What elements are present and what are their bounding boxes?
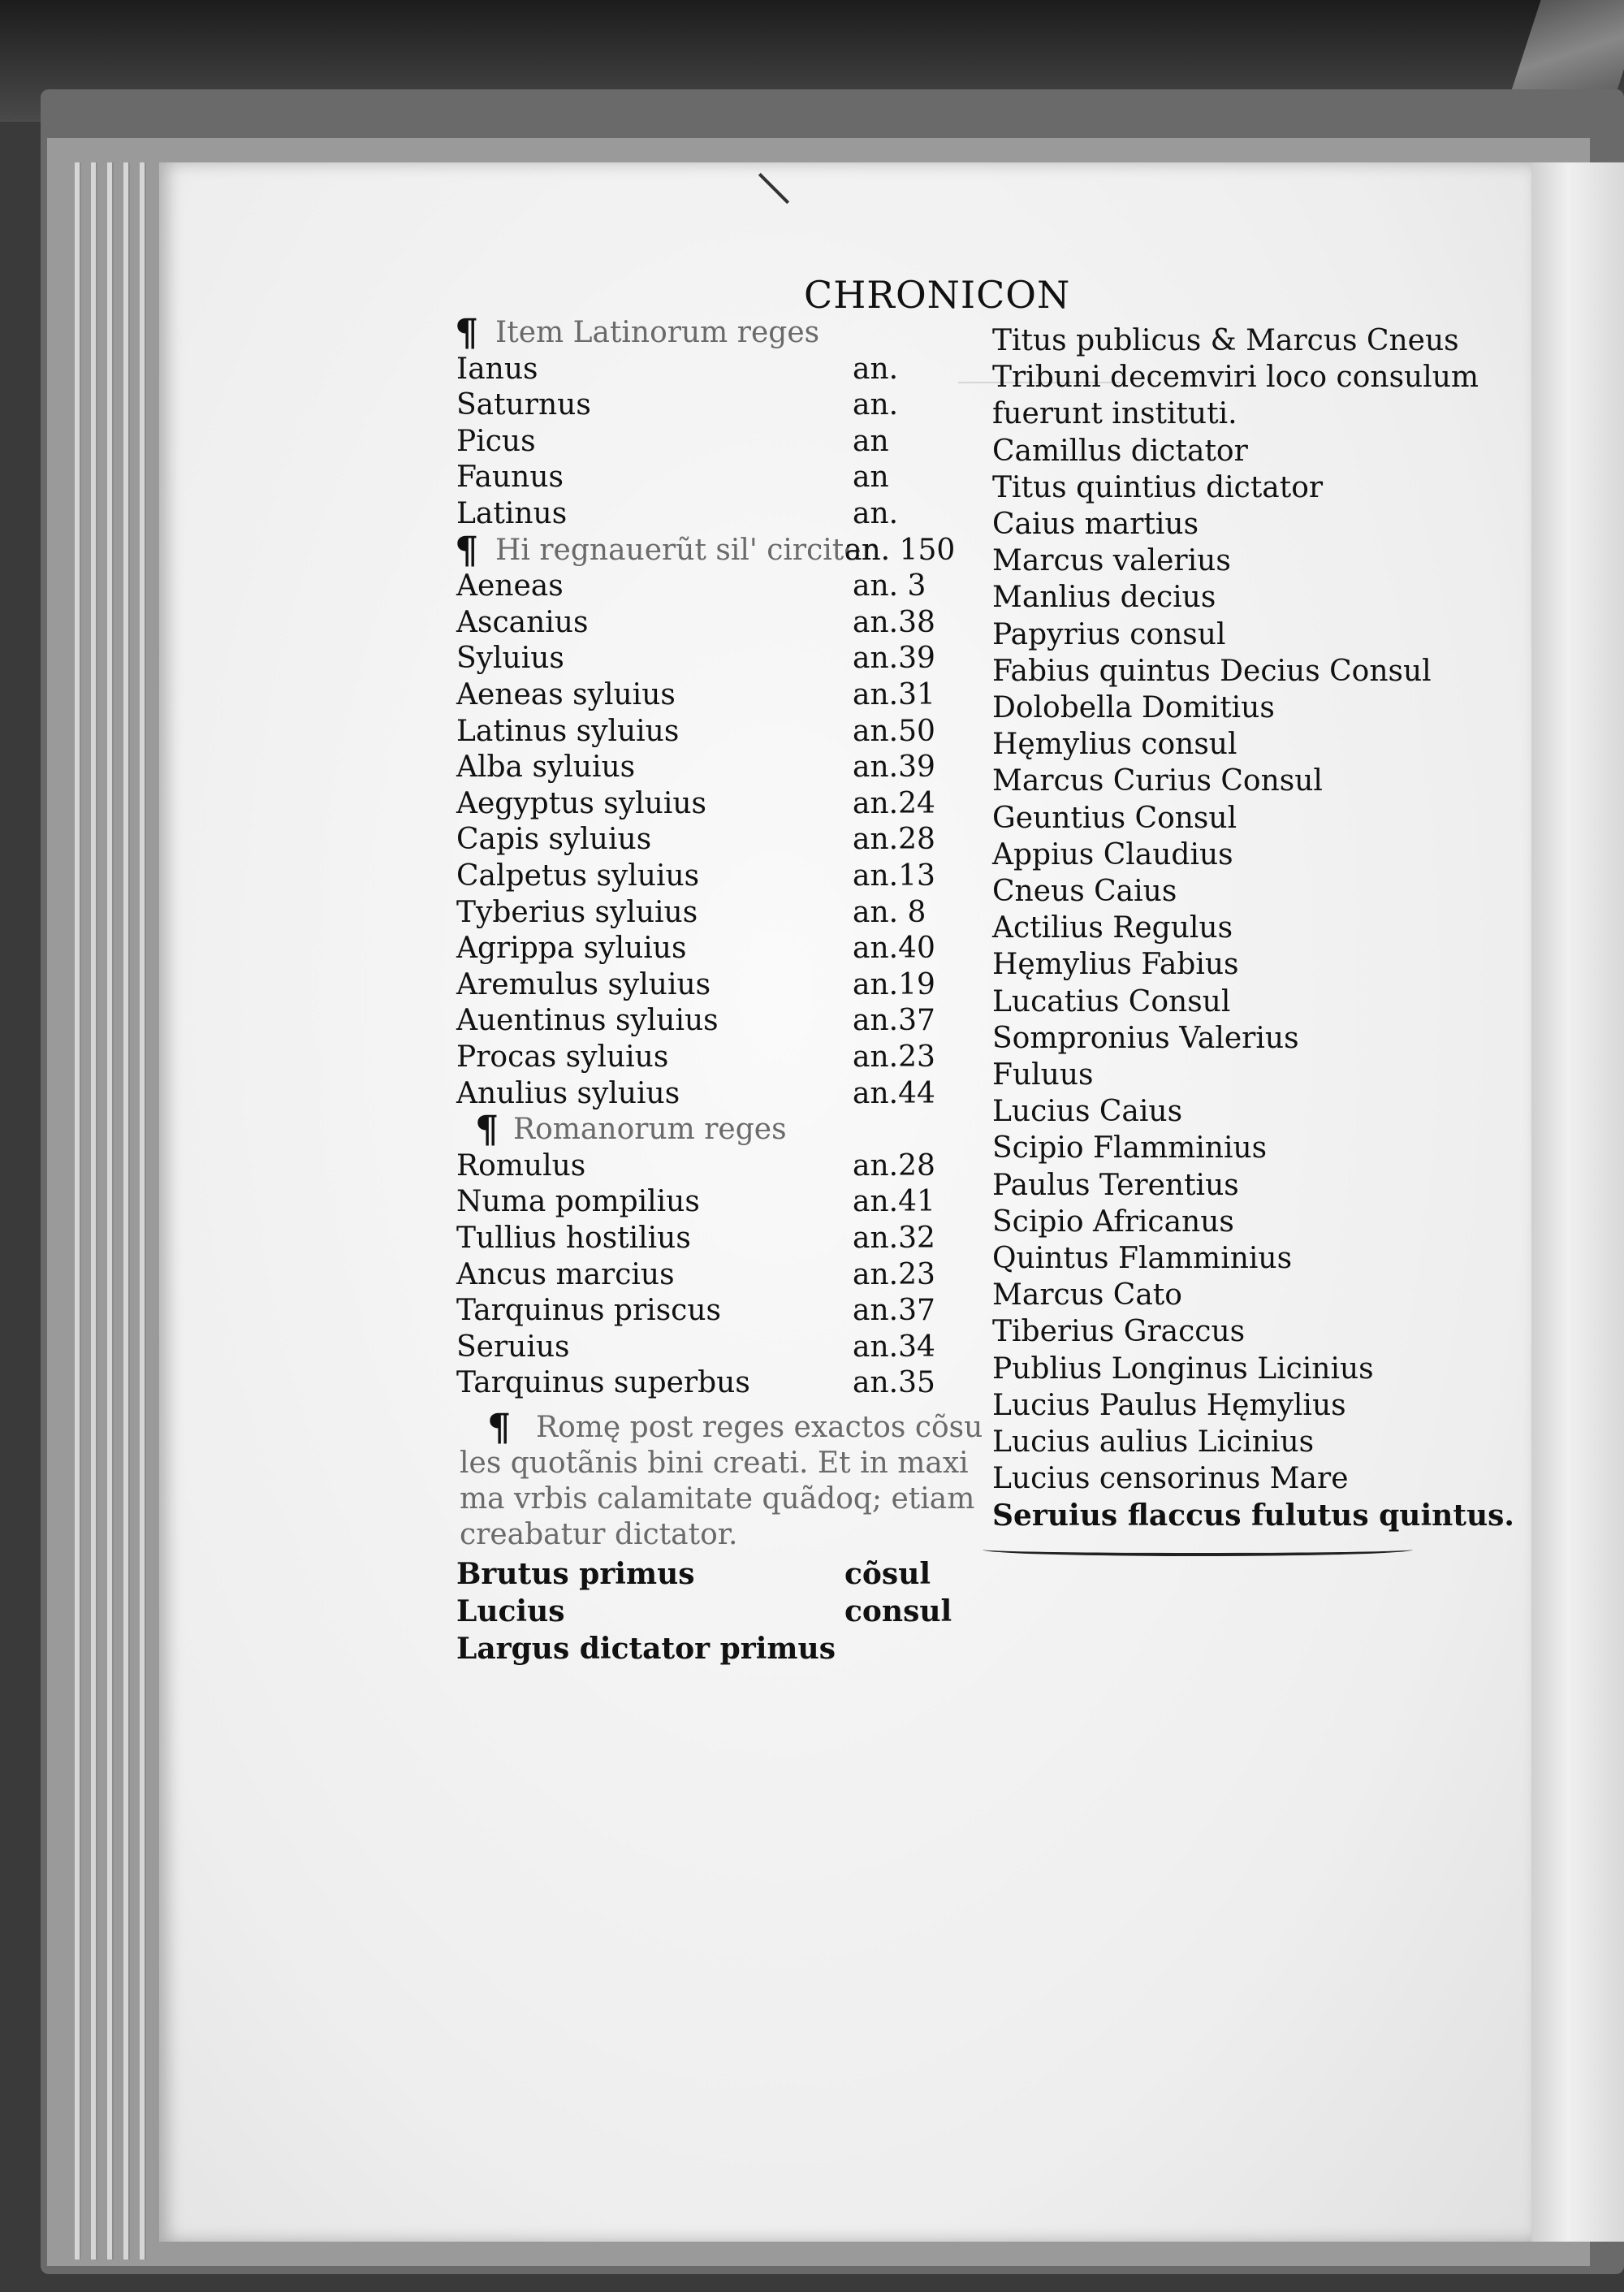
magistrate-entry: Titus publicus & Marcus Cneus <box>992 324 1459 357</box>
king-name: Tullius hostilius <box>456 1222 691 1255</box>
page-edge-line <box>140 162 146 2260</box>
reign-value: an.13 <box>853 859 935 893</box>
reign-value: an.24 <box>853 786 935 820</box>
magistrate-entry: Marcus Curius Consul <box>992 764 1323 798</box>
king-name: Faunus <box>456 461 564 495</box>
magistrate-entry: Tribuni decemviri loco consulum <box>992 361 1479 395</box>
rubric-heading: Hi regnauerũt sil' circiter <box>495 533 875 567</box>
magistrate-entry: Seruius flaccus fulutus quintus. <box>992 1498 1514 1533</box>
magistrate-entry: Manlius decius <box>992 581 1216 615</box>
magistrate-entry: Camillus dictator <box>992 434 1248 468</box>
king-name: Seruius <box>456 1330 570 1364</box>
magistrate-entry: Hęmylius consul <box>992 728 1237 762</box>
rubric-mark: ¶ <box>455 310 479 354</box>
magistrate-entry: Paulus Terentius <box>992 1168 1239 1202</box>
king-name: Latinus syluius <box>456 714 680 748</box>
page-edge-line <box>107 162 114 2260</box>
king-name: Tarquinus priscus <box>456 1294 721 1328</box>
paragraph-line: ma vrbis calamitate quãdoq; etiam <box>460 1482 975 1516</box>
rubric-heading: Item Latinorum reges <box>495 316 820 349</box>
magistrate-entry: Actilius Regulus <box>992 911 1233 945</box>
office-value: consul <box>844 1594 952 1628</box>
king-name: Saturnus <box>456 388 591 422</box>
page-edge-line <box>123 162 130 2260</box>
page-edge-line <box>75 162 81 2260</box>
reign-value: an <box>853 461 889 495</box>
reign-value: an.37 <box>853 1294 935 1328</box>
paragraph-line: les quotãnis bini creati. Et in maxi <box>460 1447 969 1480</box>
magistrate-entry: Quintus Flamminius <box>992 1242 1293 1275</box>
reign-value: an.41 <box>853 1185 935 1219</box>
magistrate-entry: fuerunt instituti. <box>992 397 1237 431</box>
king-name: Tyberius syluius <box>456 895 698 929</box>
reign-value: an <box>853 424 889 458</box>
page-edge-line <box>91 162 97 2260</box>
reign-value: an.38 <box>853 605 935 639</box>
magistrate-entry: Fuluus <box>992 1058 1094 1092</box>
king-name: Agrippa syluius <box>456 932 687 966</box>
reign-value: an. 8 <box>853 895 926 929</box>
paragraph-line: Romę post reges exactos cõsu <box>536 1411 983 1444</box>
king-name: Capis syluius <box>456 823 652 857</box>
king-name: Auentinus syluius <box>456 1004 719 1038</box>
king-name: Alba syluius <box>456 750 636 785</box>
magistrate-entry: Lucius censorinus Mare <box>992 1462 1349 1496</box>
king-name: Tarquinus superbus <box>456 1366 750 1400</box>
magistrate-entry: Titus quintius dictator <box>992 470 1324 504</box>
reign-value: an.37 <box>853 1004 935 1038</box>
magistrate-entry: Hęmylius Fabius <box>992 948 1239 982</box>
magistrate-entry: Publius Longinus Licinius <box>992 1351 1374 1386</box>
king-name: Procas syluius <box>456 1040 669 1074</box>
reign-value: an.39 <box>853 750 935 785</box>
rubric-mark: ¶ <box>455 527 479 572</box>
king-name: Numa pompilius <box>456 1185 700 1219</box>
magistrate-entry: Geuntius Consul <box>992 801 1237 835</box>
king-name: Romulus <box>456 1148 586 1183</box>
king-name: Aeneas <box>456 569 564 603</box>
reign-value: an. <box>853 352 899 386</box>
king-name: Calpetus syluius <box>456 859 700 893</box>
consul-name: Largus dictator primus <box>456 1632 836 1666</box>
reign-value: an.44 <box>853 1076 935 1110</box>
rubric-mark: ¶ <box>475 1107 499 1152</box>
reign-value: an. <box>853 497 899 530</box>
reign-value: an. 150 <box>844 533 956 567</box>
rubric-mark: ¶ <box>487 1405 512 1449</box>
magistrate-entry: Marcus Cato <box>992 1278 1182 1312</box>
magistrate-entry: Dolobella Domitius <box>992 691 1275 724</box>
reign-value: an.28 <box>853 1148 935 1183</box>
page-title: CHRONICON <box>804 273 1071 317</box>
consul-name: Lucius <box>456 1594 565 1628</box>
magistrate-entry: Appius Claudius <box>992 837 1233 871</box>
king-name: Ianus <box>456 352 538 386</box>
reign-value: an.40 <box>853 932 935 966</box>
king-name: Syluius <box>456 642 564 676</box>
office-value: cõsul <box>844 1557 931 1591</box>
magistrate-entry: Lucius aulius Licinius <box>992 1425 1315 1459</box>
magistrate-entry: Cneus Caius <box>992 875 1177 908</box>
magistrate-entry: Lucatius Consul <box>992 984 1231 1018</box>
magistrate-entry: Caius martius <box>992 508 1199 541</box>
closing-flourish <box>983 1543 1413 1556</box>
magistrate-entry: Scipio Africanus <box>992 1204 1234 1239</box>
reign-value: an. <box>853 388 899 422</box>
reign-value: an.19 <box>853 967 935 1001</box>
magistrate-entry: Marcus valerius <box>992 544 1231 578</box>
king-name: Picus <box>456 424 536 458</box>
reign-value: an.39 <box>853 642 935 676</box>
king-name: Ascanius <box>456 605 589 639</box>
reign-value: an.34 <box>853 1330 935 1364</box>
reign-value: an. 3 <box>853 569 926 603</box>
reign-value: an.50 <box>853 714 935 748</box>
magistrate-entry: Fabius quintus Decius Consul <box>992 654 1432 688</box>
reign-value: an.28 <box>853 823 935 857</box>
reign-value: an.23 <box>853 1257 935 1291</box>
magistrate-entry: Scipio Flamminius <box>992 1131 1268 1165</box>
paragraph-line: creabatur dictator. <box>460 1518 738 1551</box>
king-name: Aremulus syluius <box>456 967 711 1001</box>
magistrate-entry: Tiberius Graccus <box>992 1315 1246 1349</box>
king-name: Aeneas syluius <box>456 678 676 711</box>
book-page <box>159 162 1531 2242</box>
consul-name: Brutus primus <box>456 1557 695 1591</box>
reign-value: an.23 <box>853 1040 935 1074</box>
reign-value: an.35 <box>853 1366 935 1400</box>
king-name: Aegyptus syluius <box>456 786 706 820</box>
reign-value: an.31 <box>853 678 935 711</box>
rubric-heading: Romanorum reges <box>513 1113 787 1147</box>
magistrate-entry: Papyrius consul <box>992 617 1226 651</box>
magistrate-entry: Lucius Paulus Hęmylius <box>992 1388 1346 1422</box>
king-name: Anulius syluius <box>456 1076 680 1110</box>
king-name: Latinus <box>456 497 568 530</box>
magistrate-entry: Lucius Caius <box>992 1095 1183 1129</box>
facing-page-edge <box>1531 162 1624 2242</box>
magistrate-entry: Sompronius Valerius <box>992 1021 1299 1055</box>
king-name: Ancus marcius <box>456 1257 675 1291</box>
reign-value: an.32 <box>853 1222 935 1255</box>
